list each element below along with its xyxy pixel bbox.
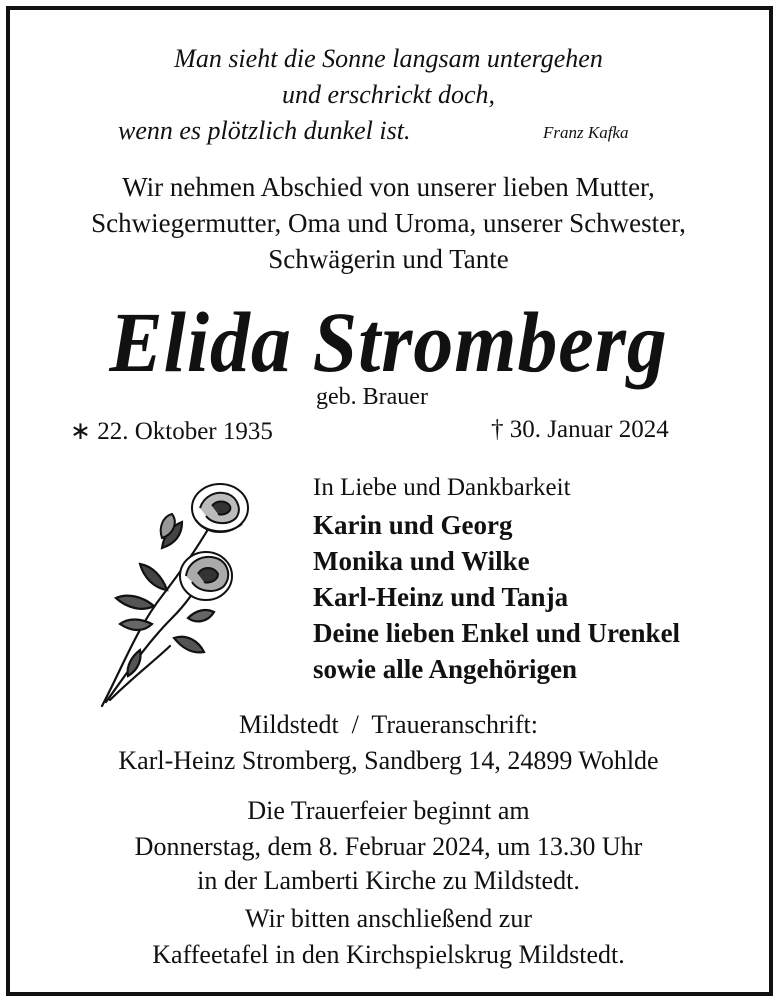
rose-icon — [92, 478, 262, 718]
quote-line-1: Man sieht die Sonne langsam untergehen — [174, 44, 603, 73]
mourner-2: Monika und Wilke — [313, 546, 530, 576]
deceased-name: Elida Stromberg — [109, 294, 668, 390]
intro-line-1: Wir nehmen Abschied von unserer lieben Mutter, — [122, 172, 655, 202]
address-line-2: Karl-Heinz Stromberg, Sandberg 14, 24899 Wohlde — [118, 746, 659, 775]
intro-line-2: Schwiegermutter, Oma und Uroma, unserer Schwester, — [91, 208, 686, 238]
quote-author: Franz Kafka — [543, 123, 629, 142]
maiden-name: geb. Brauer — [316, 384, 428, 410]
mourner-4: Deine lieben Enkel und Urenkel — [313, 618, 681, 648]
quote-line-3: wenn es plötzlich dunkel ist. — [118, 116, 411, 145]
mourner-1: Karin und Georg — [313, 510, 513, 540]
death-date: † 30. Januar 2024 — [491, 416, 669, 443]
intro-line-3: Schwägerin und Tante — [268, 244, 509, 274]
mourner-3: Karl-Heinz und Tanja — [313, 582, 569, 612]
service-line-1: Die Trauerfeier beginnt am — [247, 796, 530, 825]
mourner-5: sowie alle Angehörigen — [313, 654, 577, 684]
service-line-3: in der Lamberti Kirche zu Mildstedt. — [197, 866, 580, 895]
address-line-1: Mildstedt / Traueranschrift: — [239, 710, 538, 739]
service-line-2: Donnerstag, dem 8. Februar 2024, um 13.30 Uhr — [134, 832, 643, 861]
birth-date: ∗ 22. Oktober 1935 — [70, 418, 273, 445]
reception-line-1: Wir bitten anschließend zur — [244, 904, 532, 933]
reception-line-2: Kaffeetafel in den Kirchspielskrug Mildstedt. — [152, 940, 625, 969]
quote-line-2: und erschrickt doch, — [281, 80, 495, 109]
mourners-lead: In Liebe und Dankbarkeit — [313, 474, 571, 501]
